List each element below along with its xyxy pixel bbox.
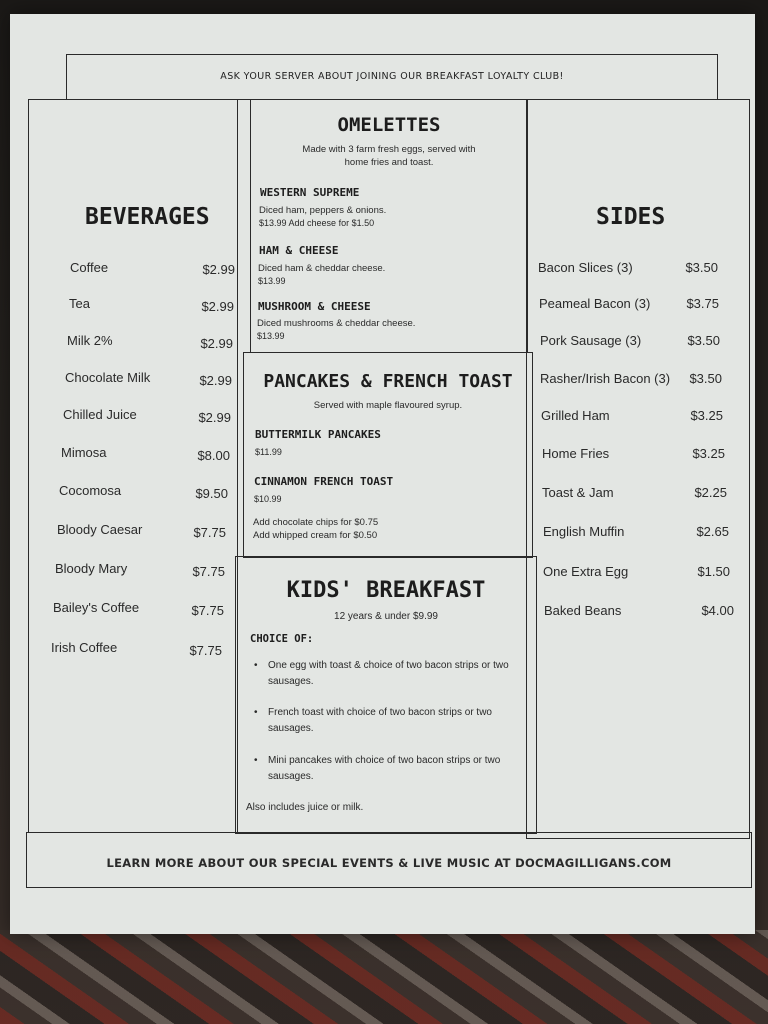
beverage-name: Milk 2% <box>67 333 113 348</box>
side-name: Pork Sausage (3) <box>540 333 642 348</box>
omelette-price: $13.99 <box>257 331 285 341</box>
bullet-dot: • <box>254 660 258 671</box>
pancake-addon: Add whipped cream for $0.50 <box>253 530 378 541</box>
omelette-price: $13.99 Add cheese for $1.50 <box>259 218 375 228</box>
pancake-item-name: CINNAMON FRENCH TOAST <box>254 475 394 488</box>
omelette-desc: Diced ham, peppers & onions. <box>259 205 387 216</box>
beverage-price: $2.99 <box>202 262 235 277</box>
side-name: One Extra Egg <box>543 564 629 579</box>
side-name: Bacon Slices (3) <box>538 260 633 275</box>
pancake-addon: Add chocolate chips for $0.75 <box>253 517 379 528</box>
side-price: $1.50 <box>697 564 730 579</box>
omelette-name: WESTERN SUPREME <box>260 186 360 199</box>
menu-sheet <box>10 14 755 934</box>
beverage-name: Cocomosa <box>59 483 122 498</box>
beverage-price: $7.75 <box>189 643 222 658</box>
side-price: $2.65 <box>696 524 729 539</box>
beverage-price: $2.99 <box>201 299 234 314</box>
pancake-item-price: $10.99 <box>254 494 282 504</box>
side-name: Peameal Bacon (3) <box>539 296 651 311</box>
beverage-price: $2.99 <box>198 410 231 425</box>
beverage-name: Chocolate Milk <box>65 370 151 385</box>
side-price: $2.25 <box>694 485 727 500</box>
beverage-name: Coffee <box>70 260 109 275</box>
side-name: Baked Beans <box>544 603 622 618</box>
sides-title: SIDES <box>596 204 666 230</box>
kids-title: KIDS' BREAKFAST <box>286 578 486 603</box>
footer-text: LEARN MORE ABOUT OUR SPECIAL EVENTS & LIVE MUSIC AT DOCMAGILLIGANS.COM <box>106 856 672 870</box>
pancake-item-price: $11.99 <box>255 447 282 457</box>
pancakes-subtitle: Served with maple flavoured syrup. <box>313 400 463 411</box>
pancake-item-name: BUTTERMILK PANCAKES <box>255 428 381 441</box>
kids-choice-label: CHOICE OF: <box>250 633 314 645</box>
omelette-price: $13.99 <box>258 276 286 286</box>
omelette-desc: Diced mushrooms & cheddar cheese. <box>257 318 416 329</box>
kids-choice-text: Mini pancakes with choice of two bacon strips or two sausages. <box>268 755 501 782</box>
kids-note: Also includes juice or milk. <box>246 802 364 813</box>
side-price: $3.50 <box>685 260 718 275</box>
beverage-name: Chilled Juice <box>63 407 137 422</box>
side-price: $3.25 <box>690 408 723 423</box>
beverages-title: BEVERAGES <box>85 204 210 230</box>
omelette-desc: Diced ham & cheddar cheese. <box>258 263 386 274</box>
carpet-background <box>0 930 768 1024</box>
kids-subtitle: 12 years & under $9.99 <box>334 611 438 622</box>
side-name: Home Fries <box>542 446 610 461</box>
side-price: $4.00 <box>701 603 734 618</box>
omelette-name: MUSHROOM & CHEESE <box>258 300 371 313</box>
beverage-name: Tea <box>69 296 90 311</box>
kids-choice-item <box>256 705 511 737</box>
bullet-dot: • <box>254 755 258 766</box>
pancakes-title: PANCAKES & FRENCH TOAST <box>263 371 513 392</box>
beverage-price: $9.50 <box>195 486 228 501</box>
side-name: Rasher/Irish Bacon (3) <box>540 371 671 386</box>
omelette-name: HAM & CHEESE <box>259 244 339 257</box>
beverage-name: Bloody Caesar <box>57 522 143 537</box>
side-price: $3.75 <box>686 296 719 311</box>
omelettes-title: OMELETTES <box>337 114 441 136</box>
banner-text: ASK YOUR SERVER ABOUT JOINING OUR BREAKFAST LOYALTY CLUB! <box>220 71 564 82</box>
kids-choice-item <box>256 658 511 690</box>
beverage-name: Bloody Mary <box>55 561 128 576</box>
omelettes-subtitle: home fries and toast. <box>344 157 434 168</box>
side-name: Toast & Jam <box>542 485 614 500</box>
beverage-price: $2.99 <box>200 336 233 351</box>
kids-choice-text: One egg with toast & choice of two bacon strips or two sausages. <box>268 660 509 687</box>
beverage-name: Irish Coffee <box>51 640 118 655</box>
kids-choice-item <box>256 753 511 785</box>
side-price: $3.25 <box>692 446 725 461</box>
omelettes-subtitle: Made with 3 farm fresh eggs, served with <box>302 144 476 155</box>
beverage-price: $7.75 <box>191 603 224 618</box>
side-name: Grilled Ham <box>541 408 610 423</box>
beverage-name: Bailey's Coffee <box>53 600 140 615</box>
bullet-dot: • <box>254 707 258 718</box>
beverage-price: $7.75 <box>193 525 226 540</box>
beverage-price: $8.00 <box>197 448 230 463</box>
kids-choice-text: French toast with choice of two bacon strips or two sausages. <box>268 707 492 734</box>
beverage-price: $7.75 <box>192 564 225 579</box>
side-price: $3.50 <box>687 333 720 348</box>
beverage-price: $2.99 <box>199 373 232 388</box>
beverage-name: Mimosa <box>61 445 107 460</box>
side-name: English Muffin <box>543 524 625 539</box>
side-price: $3.50 <box>689 371 722 386</box>
